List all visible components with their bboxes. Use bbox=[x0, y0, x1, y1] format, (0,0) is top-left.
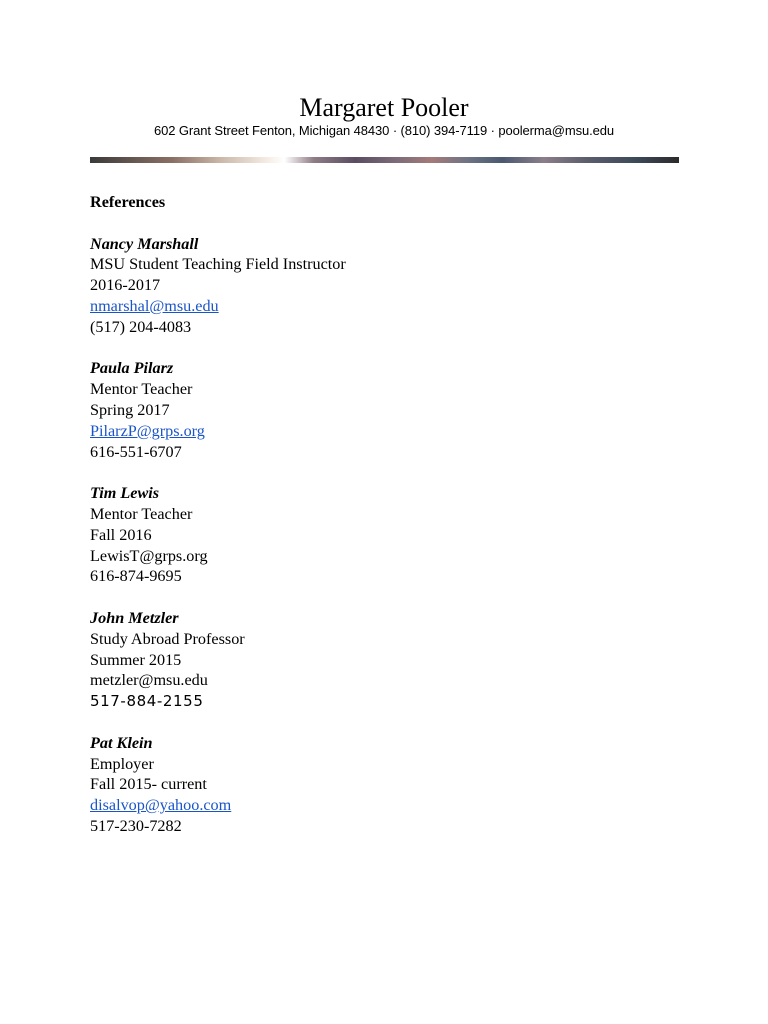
reference-role: Mentor Teacher bbox=[90, 504, 193, 523]
contact-line: 602 Grant Street Fenton, Michigan 48430 · (810) 394-7119 · poolerma@msu.edu bbox=[154, 123, 614, 138]
reference-name: John Metzler bbox=[90, 608, 179, 627]
reference-email-link[interactable]: nmarshal@msu.edu bbox=[90, 296, 219, 315]
reference-period: Fall 2016 bbox=[90, 525, 152, 544]
section-heading: References bbox=[90, 193, 166, 211]
reference-phone: 517-884-2155 bbox=[90, 692, 204, 711]
reference-name: Tim Lewis bbox=[90, 484, 160, 503]
reference-role: Mentor Teacher bbox=[90, 380, 193, 399]
reference-period: 2016-2017 bbox=[90, 276, 161, 295]
reference-entry bbox=[90, 358, 690, 462]
reference-email: metzler@msu.edu bbox=[90, 671, 208, 690]
reference-email-link[interactable]: PilarzP@grps.org bbox=[90, 421, 205, 440]
reference-entry bbox=[90, 234, 690, 338]
reference-phone: (517) 204-4083 bbox=[90, 317, 192, 336]
reference-period: Summer 2015 bbox=[90, 650, 182, 669]
reference-entry bbox=[90, 483, 690, 587]
reference-period: Spring 2017 bbox=[90, 400, 170, 419]
reference-phone: 616-874-9695 bbox=[90, 567, 182, 586]
reference-phone: 616-551-6707 bbox=[90, 442, 182, 461]
reference-entry bbox=[90, 608, 690, 712]
reference-name: Nancy Marshall bbox=[90, 234, 199, 253]
reference-name: Pat Klein bbox=[90, 733, 153, 752]
applicant-name: Margaret Pooler bbox=[299, 93, 469, 122]
reference-name: Paula Pilarz bbox=[90, 359, 174, 378]
header-divider bbox=[90, 157, 679, 163]
reference-period: Fall 2015- current bbox=[90, 775, 207, 794]
reference-role: Employer bbox=[90, 754, 154, 773]
reference-entry bbox=[90, 733, 690, 837]
references-section bbox=[90, 192, 690, 858]
reference-email-link[interactable]: disalvop@yahoo.com bbox=[90, 796, 232, 815]
reference-role: MSU Student Teaching Field Instructor bbox=[90, 255, 346, 274]
reference-role: Study Abroad Professor bbox=[90, 629, 245, 648]
reference-email: LewisT@grps.org bbox=[90, 546, 208, 565]
reference-phone: 517-230-7282 bbox=[90, 816, 182, 835]
